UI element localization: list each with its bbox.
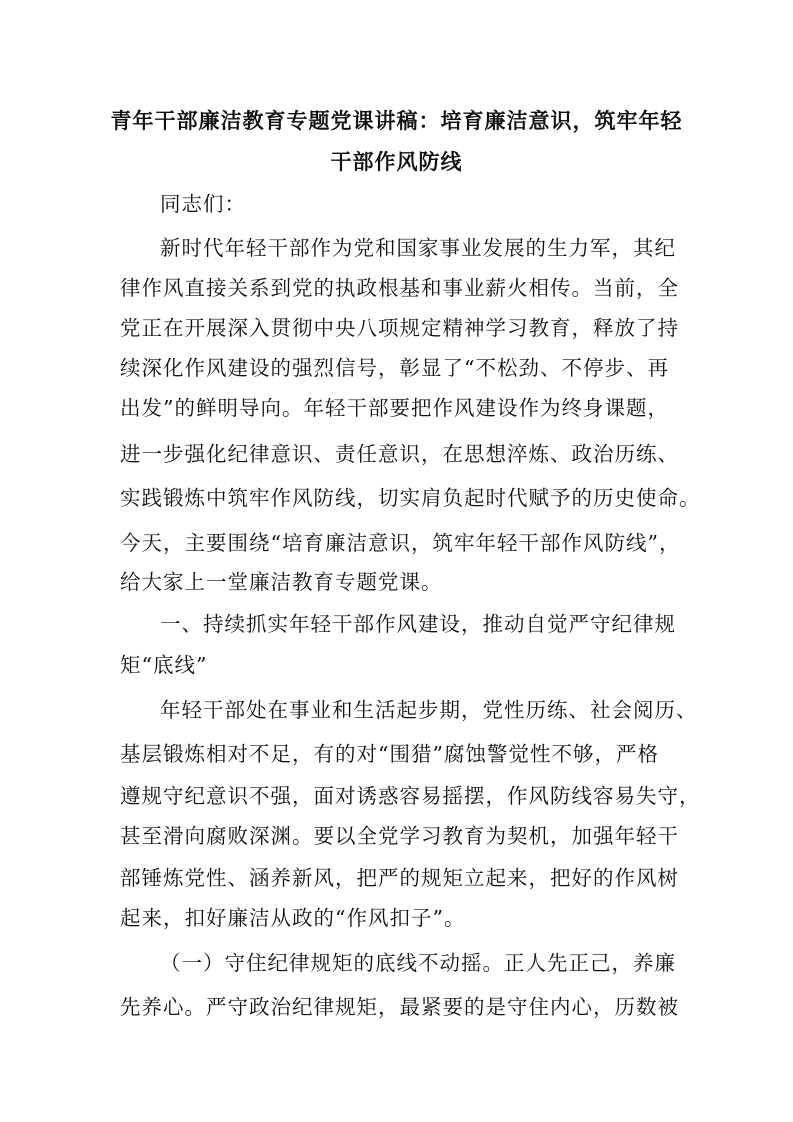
section-heading-line: 一、持续抓实年轻干部作风建设，推动自觉严守纪律规	[160, 612, 676, 636]
paragraph-line: 党正在开展深入贯彻中央八项规定精神学习教育，释放了持	[120, 316, 679, 340]
subsection-line: （一）守住纪律规矩的底线不动摇。正人先正己，养廉	[160, 951, 676, 975]
paragraph-line: 实践锻炼中筑牢作风防线，切实肩负起时代赋予的历史使命。	[120, 486, 701, 510]
paragraph-line: 续深化作风建设的强烈信号，彰显了“不松劲、不停步、再	[120, 356, 669, 380]
paragraph-line: 律作风直接关系到党的执政根基和事业薪火相传。当前，全	[120, 276, 679, 300]
paragraph-line: 遵规守纪意识不强，面对诱惑容易摇摆，作风防线容易失守，	[120, 784, 701, 808]
paragraph-line: 出发”的鲜明导向。年轻干部要把作风建设作为终身课题，	[120, 396, 669, 420]
paragraph-line: 新时代年轻干部作为党和国家事业发展的生力军，其纪	[160, 236, 676, 260]
paragraph-line: 甚至滑向腐败深渊。要以全党学习教育为契机，加强年轻干	[120, 824, 679, 848]
paragraph-line: 给大家上一堂廉洁教育专题党课。	[120, 570, 443, 594]
salutation: 同志们：	[160, 192, 246, 216]
paragraph-line: 基层锻炼相对不足，有的对“围猎”腐蚀警觉性不够，严格	[120, 742, 659, 766]
paragraph-line: 年轻干部处在事业和生活起步期，党性历练、社会阅历、	[160, 698, 698, 722]
paragraph-line: 部锤炼党性、涵养新风，把严的规矩立起来，把好的作风树	[120, 866, 679, 890]
document-title-line-1: 青年干部廉洁教育专题党课讲稿：培育廉洁意识，筑牢年轻	[110, 108, 683, 133]
section-heading-line: 矩“底线”	[120, 653, 208, 677]
paragraph-line: 进一步强化纪律意识、责任意识，在思想淬炼、政治历练、	[120, 442, 679, 466]
paragraph-line: 先养心。严守政治纪律规矩，最紧要的是守住内心，历数被	[120, 995, 679, 1019]
paragraph-line: 起来，扣好廉洁从政的“作风扣子”。	[120, 906, 466, 930]
document-title-line-2: 干部作风防线	[330, 149, 463, 174]
paragraph-line: 今天，主要围绕“培育廉洁意识，筑牢年轻干部作风防线”，	[120, 531, 681, 555]
